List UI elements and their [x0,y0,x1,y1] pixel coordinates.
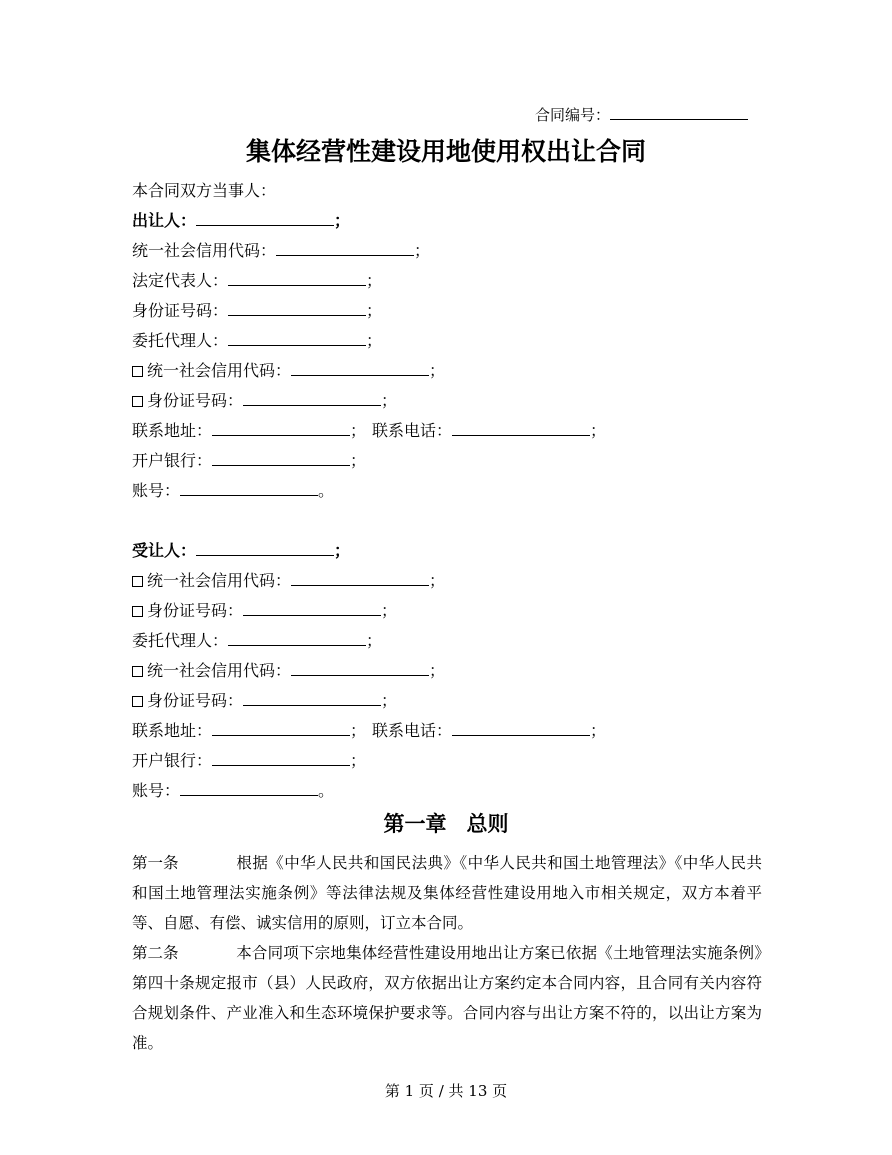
transferor-legal-rep-line: 法定代表人： ； [132,271,383,290]
transferee-heading: 受让人： [132,541,197,560]
transferee-agent-id-line: 身份证号码： ； [132,691,397,711]
page-footer: 第 1 页 / 共 13 页 [384,1082,508,1100]
transferor-legal-rep-blank [228,271,366,286]
transferee-id-line: 身份证号码： ； [132,601,397,621]
transferor-bank-blank [212,451,350,466]
chapter-heading [0,810,892,838]
contract-number-label: 合同编号： [535,106,611,124]
transferor-agent-blank [228,331,366,346]
transferor-account-line: 账号： 。 [132,481,335,500]
transferor-agent-credit-code-line: 统一社会信用代码： ； [132,361,445,381]
contract-number [535,105,748,125]
transferor-agent-credit-code-blank [291,361,429,376]
transferee-agent-blank [228,631,366,646]
transferor-account-blank [180,481,318,496]
transferor-heading: 出让人： [132,211,197,230]
transferor-heading-line: 出让人： ； [132,211,351,230]
transferee-id-blank [243,601,381,616]
article-1 [132,848,762,938]
article-text: 根据《中华人民共和国民法典》《中华人民共和国土地管理法》《中华人民共和国土地管理法实施条例》等法律法规及集体经营性建设用地入市相关规定，双方本着平等、自愿、有偿、诚实信用的原则，订立本合同。 [132,854,762,932]
contract-number-blank [610,105,748,120]
transferee-credit-code-blank [291,571,429,586]
transferee-contact-line: 联系地址： ； 联系电话： ； [132,721,607,740]
transferee-credit-code-line: 统一社会信用代码： ； [132,571,445,591]
article-number: 第一条 [132,854,179,872]
article-number: 第二条 [132,944,179,962]
article-text: 本合同项下宗地集体经营性建设用地出让方案已依据《土地管理法实施条例》第四十条规定报市（县）人民政府，双方依据出让方案约定本合同内容，且合同有关内容符合规划条件、产业准入和生态环境保护要求等。合同内容与出让方案不符的，以出让方案为准。 [132,944,762,1052]
document-title: 集体经营性建设用地使用权出让合同 [245,137,646,166]
transferor-contact-line: 联系地址： ； 联系电话： ； [132,421,607,440]
transferor-agent-id-line: 身份证号码： ； [132,391,397,411]
checkbox-icon[interactable] [132,606,143,617]
transferor-name-blank [196,211,334,226]
transferee-agent-credit-code-blank [291,661,429,676]
transferor-credit-code-line: 统一社会信用代码： ； [132,241,431,260]
transferor-id-line: 身份证号码： ； [132,301,383,320]
transferor-phone-blank [452,421,590,436]
chapter-name: 总则 [466,812,509,836]
transferee-account-blank [180,781,318,796]
transferee-bank-blank [212,751,350,766]
transferee-phone-blank [452,721,590,736]
transferor-address-blank [212,421,350,436]
transferor-credit-code-blank [276,241,414,256]
transferee-account-line: 账号： 。 [132,781,335,800]
transferee-agent-credit-code-line: 统一社会信用代码： ； [132,661,445,681]
transferee-agent-id-blank [243,691,381,706]
checkbox-icon[interactable] [132,396,143,407]
transferee-agent-line: 委托代理人： ； [132,631,383,650]
transferor-agent-id-blank [243,391,381,406]
chapter-number: 第一章 [383,812,447,836]
transferee-address-blank [212,721,350,736]
transferor-agent-line: 委托代理人： ； [132,331,383,350]
intro-text: 本合同双方当事人： [132,181,277,200]
transferee-bank-line: 开户银行： ； [132,751,367,770]
checkbox-icon[interactable] [132,666,143,677]
transferee-name-blank [196,541,334,556]
article-2 [132,938,762,1058]
transferee-heading-line: 受让人： ； [132,541,351,560]
checkbox-icon[interactable] [132,366,143,377]
checkbox-icon[interactable] [132,576,143,587]
transferor-bank-line: 开户银行： ； [132,451,367,470]
transferor-id-blank [228,301,366,316]
checkbox-icon[interactable] [132,696,143,707]
